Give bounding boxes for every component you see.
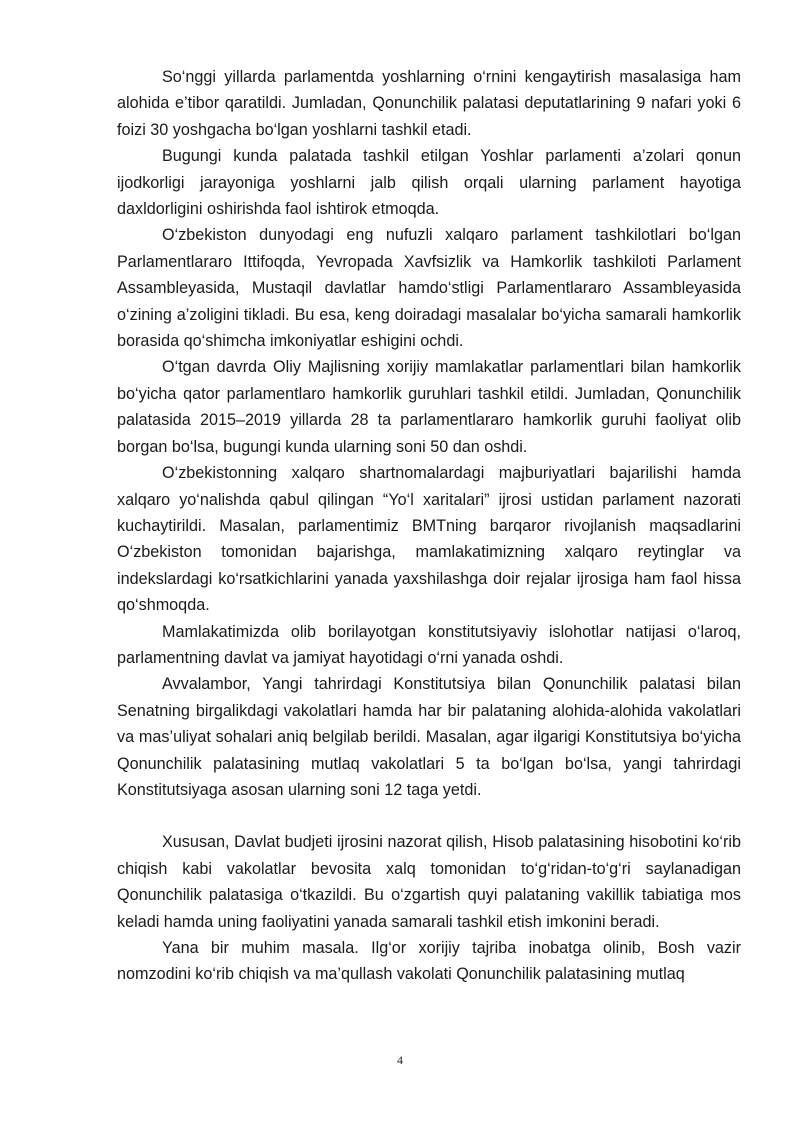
paragraph-gap: [117, 803, 741, 829]
document-body: [117, 64, 741, 988]
paragraph: Yana bir muhim masala. Ilg‘or xorijiy tajriba inobatga olinib, Bosh vazir nomzodini ko‘rib chiqish va ma’qullash vakolati Qonunchilik palatasining mutlaq: [117, 939, 741, 984]
paragraph: O‘zbekistonning xalqaro shartnomalardagi majburiyatlari bajarilishi hamda xalqaro yo‘nalishda qabul qilingan “Yo‘l xaritalari” ijrosi ustidan parlament nazorati kuchaytirildi. Masalan, parlamentimiz BMTning barqaror rivojlanish maqsadlarini O‘zbekiston tomonidan bajarishga, mamlakatimizning xalqaro reytinglar va indekslardagi ko‘rsatkichlarini yanada yaxshilashga doir rejalar ijrosiga ham faol hissa qo‘shmoqda.: [117, 464, 741, 615]
paragraph: Bugungi kunda palatada tashkil etilgan Yoshlar parlamenti a’zolari qonun ijodkorligi jarayoniga yoshlarni jalb qilish orqali ularning parlament hayotiga daxldorligini oshirishda faol ishtirok etmoqda.: [117, 147, 741, 219]
paragraph: Mamlakatimizda olib borilayotgan konstitutsiyaviy islohotlar natijasi o‘laroq, parlamentning davlat va jamiyat hayotidagi o‘rni yanada oshdi.: [117, 622, 741, 667]
paragraph: O‘zbekiston dunyodagi eng nufuzli xalqaro parlament tashkilotlari bo‘lgan Parlamentlararo Ittifoqda, Yevropada Xavfsizlik va Hamkorlik tashkiloti Parlament Assambleyasida, Mustaqil davlatlar hamdo‘stligi Parlamentlararo Assambleyasida o‘zining a’zoligini tikladi. Bu esa, keng doiradagi masalalar bo‘yicha samarali hamkorlik borasida qo‘shimcha imkoniyatlar eshigini ochdi.: [117, 226, 741, 351]
paragraph: Avvalambor, Yangi tahrirdagi Konstitutsiya bilan Qonunchilik palatasi bilan Senatning birgalikdagi vakolatlari hamda har bir palataning alohida-alohida vakolatlari va mas’uliyat sohalari aniq belgilab berildi. Masalan, agar ilgarigi Konstitutsiya bo‘yicha Qonunchilik palatasining mutlaq vakolatlari 5 ta bo‘lgan bo‘lsa, yangi tahrirdagi Konstitutsiyaga asosan ularning soni 12 taga yetdi.: [117, 675, 741, 799]
paragraph: Xususan, Davlat budjeti ijrosini nazorat qilish, Hisob palatasining hisobotini ko‘rib chiqish kabi vakolatlar bevosita xalq tomonidan to‘g‘ridan-to‘g‘ri saylanadigan Qonunchilik palatasiga o‘tkazildi. Bu o‘zgartish quyi palataning vakillik tabiatiga mos keladi hamda uning faoliyatini yanada samarali tashkil etish imkonini beradi.: [117, 833, 741, 931]
page-number: 4: [397, 1053, 403, 1067]
paragraph: O‘tgan davrda Oliy Majlisning xorijiy mamlakatlar parlamentlari bilan hamkorlik bo‘yicha qator parlamentlaro hamkorlik guruhlari tashkil etildi. Jumladan, Qonunchilik palatasida 2015–2019 yillarda 28 ta parlamentlararo hamkorlik guruhi faoliyat olib borgan bo‘lsa, bugungi kunda ularning soni 50 dan oshdi.: [117, 358, 741, 456]
paragraph: So‘nggi yillarda parlamentda yoshlarning o‘rnini kengaytirish masalasiga ham alohida e’tibor qaratildi. Jumladan, Qonunchilik palatasi deputatlarining 9 nafari yoki 6 foizi 30 yoshgacha bo‘lgan yoshlarni tashkil etadi.: [117, 68, 741, 139]
